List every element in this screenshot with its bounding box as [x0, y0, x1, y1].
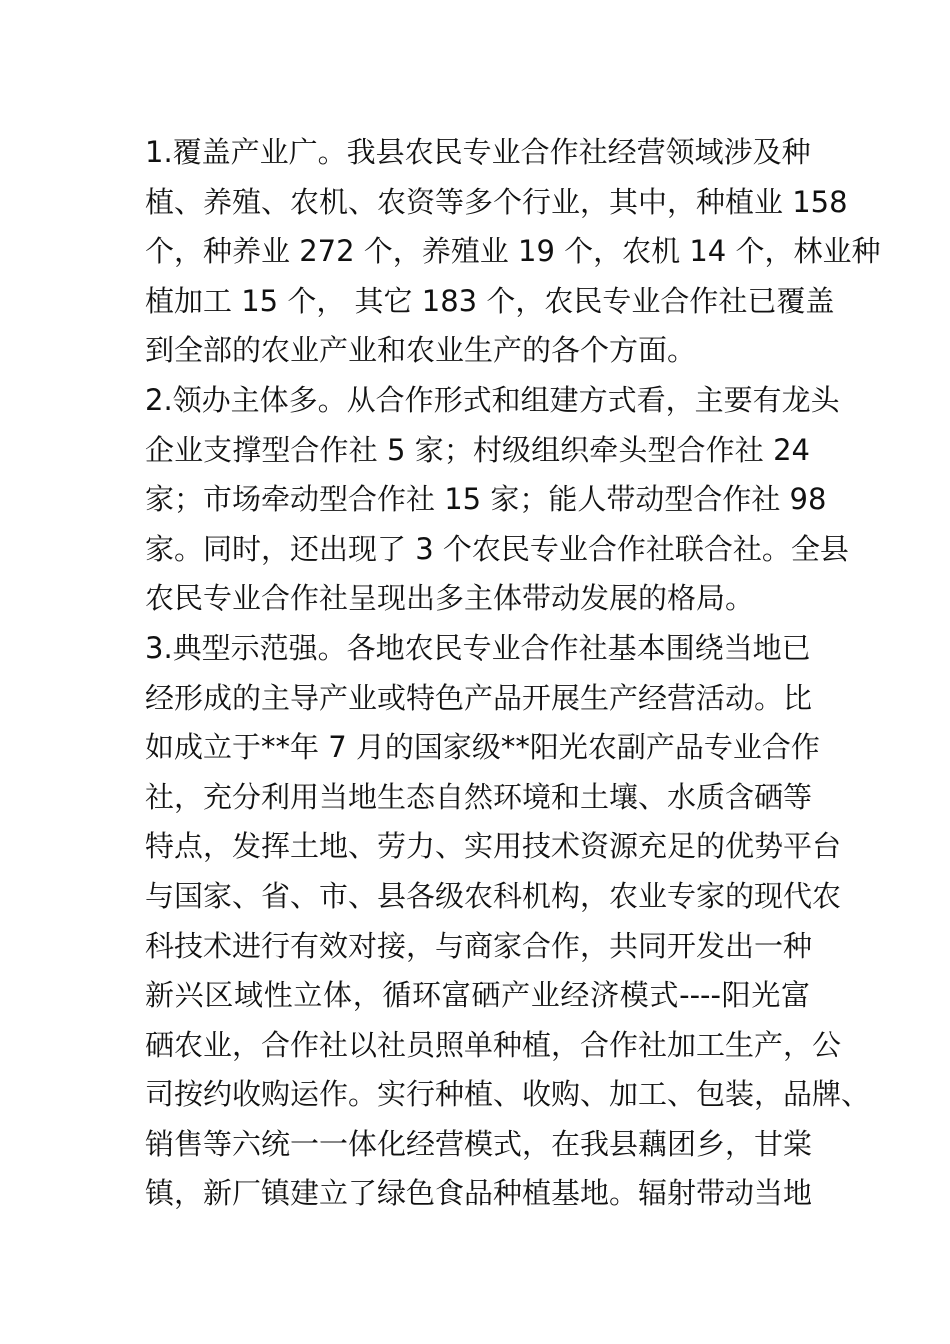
text-line: 1.覆盖产业广。我县农民专业合作社经营领域涉及种: [145, 135, 811, 169]
text-line: 2.领办主体多。从合作形式和组建方式看，主要有龙头: [145, 382, 840, 417]
text-line: 农民专业合作社呈现出多主体带动发展的格局。: [145, 581, 755, 616]
text-line: 个，种养业 272 个，养殖业 19 个，农机 14 个，林业种: [145, 234, 881, 269]
text-line: 植、养殖、农机、农资等多个行业，其中，种植业 158: [145, 184, 848, 219]
text-line: 镇，新厂镇建立了绿色食品种植基地。辐射带动当地: [145, 1176, 813, 1211]
text-line: 司按约收购运作。实行种植、收购、加工、包装，品牌、: [145, 1077, 871, 1112]
text-line: 如成立于**年 7 月的国家级**阳光农副产品专业合作: [145, 730, 820, 765]
text-line: 新兴区域性立体，循环富硒产业经济模式----阳光富: [145, 978, 810, 1013]
text-line: 到全部的农业产业和农业生产的各个方面。: [145, 333, 697, 368]
text-line: 与国家、省、市、县各级农科机构，农业专家的现代农: [145, 878, 842, 913]
text-line: 植加工 15 个， 其它 183 个，农民专业合作社已覆盖: [145, 283, 835, 318]
text-line: 企业支撑型合作社 5 家；村级组织牵头型合作社 24: [145, 432, 810, 467]
text-line: 特点，发挥土地、劳力、实用技术资源充足的优势平台: [145, 829, 842, 864]
text-line: 家；市场牵动型合作社 15 家；能人带动型合作社 98: [145, 482, 827, 517]
text-line: 3.典型示范强。各地农民专业合作社基本围绕当地已: [145, 630, 811, 665]
text-line: 经形成的主导产业或特色产品开展生产经营活动。比: [145, 680, 813, 715]
text-line: 销售等六统一一体化经营模式，在我县藕团乡，甘棠: [145, 1126, 813, 1161]
text-line: 科技术进行有效对接，与商家合作，共同开发出一种: [145, 928, 813, 963]
body-text: [145, 128, 881, 1219]
text-line: 社，充分利用当地生态自然环境和土壤、水质含硒等: [145, 779, 813, 814]
text-line: 家。同时，还出现了 3 个农民专业合作社联合社。全县: [145, 531, 849, 566]
text-line: 硒农业，合作社以社员照单种植，合作社加工生产，公: [145, 1027, 842, 1062]
